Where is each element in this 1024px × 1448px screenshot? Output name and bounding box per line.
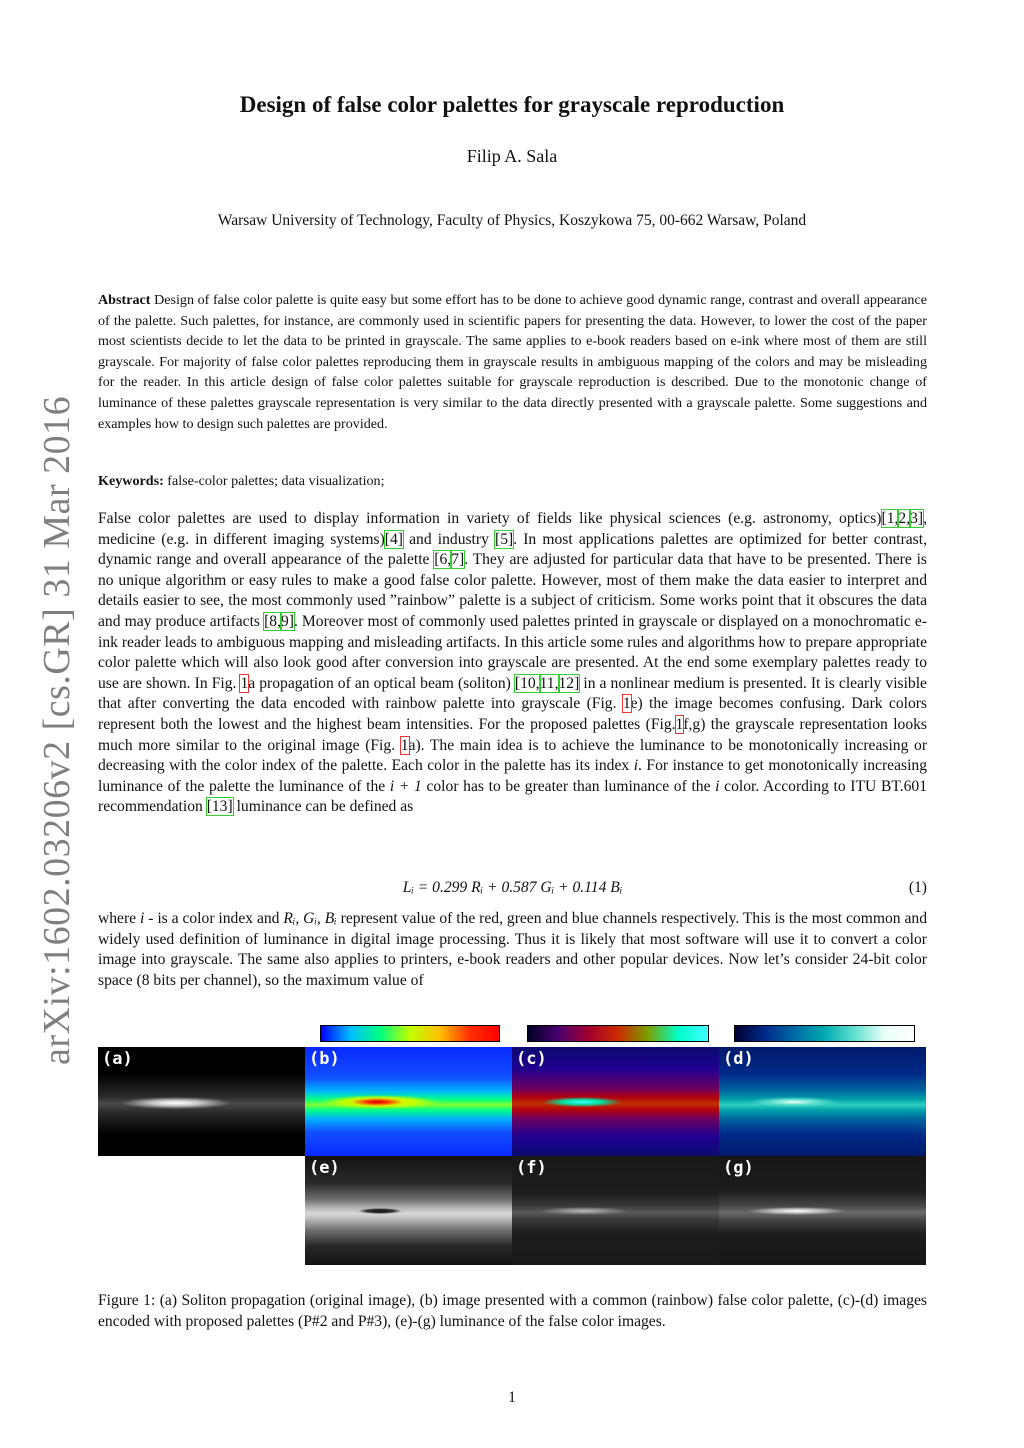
citation-link[interactable]: [6,: [434, 551, 452, 569]
colorbar-palette-p3: [734, 1025, 915, 1042]
text-run: color has to be greater than luminance of the: [421, 777, 716, 795]
keywords-text: false-color palettes; data visualization;: [167, 473, 385, 489]
citation-link[interactable]: [10,: [514, 674, 540, 692]
figure-link[interactable]: 1: [240, 674, 249, 692]
math-expr: i + 1: [389, 777, 422, 795]
panel-label: (g): [723, 1158, 754, 1178]
citation-link[interactable]: 2,: [898, 510, 911, 527]
citation-link[interactable]: 9]: [280, 612, 294, 630]
equation-body: Lᵢ = 0.299 Rᵢ + 0.587 Gᵢ + 0.114 Bᵢ: [402, 879, 623, 896]
citation-link[interactable]: [13]: [206, 798, 233, 816]
colorbar-rainbow: [320, 1025, 500, 1042]
citation-link[interactable]: [4]: [384, 530, 403, 548]
math-var: i: [715, 777, 720, 795]
citation-link[interactable]: [8,: [264, 612, 281, 630]
panel-label: (c): [516, 1049, 547, 1069]
panel-label: (a): [102, 1049, 133, 1069]
figure-panel-d: [719, 1047, 926, 1156]
text-run: and industry: [402, 530, 496, 548]
citation-link[interactable]: 7]: [451, 551, 465, 569]
page-number: 1: [508, 1389, 516, 1406]
equation-1: [98, 879, 927, 901]
text-run: color. According to ITU BT.601 recommendation: [98, 777, 927, 816]
colorbar-palette-p2: [527, 1025, 709, 1042]
citation-link[interactable]: 12]: [558, 674, 580, 692]
keywords: [98, 471, 927, 492]
text-run: . They are adjusted for particular data that have to be presented. There is no unique algorithm or easy rules to make a good false color palette. However, most of them make the data easier to interpret and details easier to see, the most commonly used ”rainbow” palette is a subject of criticism. Some works point that it obscures the data and may produce artifacts: [98, 551, 928, 630]
figure-panel-e: [305, 1156, 512, 1265]
arxiv-stamp: arXiv:1602.03206v2 [cs.GR] 31 Mar 2016: [36, 395, 78, 1065]
figure-link[interactable]: 1: [675, 715, 684, 733]
text-run: represent value of the red, green and blue channels respectively. This is the most common and widely used definition of luminance in digital image processing. Thus it is likely that most software will use it to convert a color image into grayscale. The same also applies to printers, e-book readers and other popular devices. Now let’s consider 24-bit color space (8 bits per channel), so the maximum value of: [98, 910, 927, 989]
figure-caption: Figure 1: (a) Soliton propagation (original image), (b) image presented with a common (rainbow) false color palette, (c)-(d) images encoded with proposed palettes (P#2 and P#3), (e)-(g) luminance of the false color images.: [98, 1292, 927, 1330]
text-run: in a nonlinear medium is presented. It is clearly visible that after converting the data encoded with rainbow palette into grayscale (Fig.: [98, 674, 927, 713]
math-var: Rᵢ, Gᵢ, Bᵢ: [283, 910, 337, 927]
body-paragraph-1: [98, 509, 927, 818]
panel-label: (d): [723, 1049, 754, 1069]
citation-link[interactable]: [1,: [881, 510, 899, 527]
keywords-label: Keywords:: [98, 473, 164, 489]
text-run: luminance can be defined as: [232, 798, 414, 816]
figure-link[interactable]: 1: [400, 736, 409, 754]
citation-link[interactable]: 3]: [910, 510, 924, 527]
text-run: . In most applications palettes are optimized for better contrast, dynamic range and overall appearance of the palette: [98, 530, 927, 569]
abstract-text: Design of false color palette is quite easy but some effort has to be done to achieve good dynamic range, contrast and overall appearance of the palette. Such palettes, for instance, are commonly used in scientific papers for presenting the data. However, to lower the cost of the paper most scientists decide to let the data to be printed in grayscale. The same applies to e-book readers based on e-ink where most of them are still grayscale. For majority of false color palettes reproducing them in grayscale results in ambiguous mapping of the colors and may be misleading for the reader. In this article design of false color palettes suitable for grayscale reproduction is described. Due to the monotonic change of luminance of these palettes grayscale representation is very similar to the data directly presented with a grayscale palette. Some suggestions and examples how to design such palettes are provided.: [98, 292, 927, 432]
figure-panel-c: [512, 1047, 719, 1156]
text-run: f,g) the grayscale representation looks much more similar to the original image (Fig.: [98, 715, 927, 754]
abstract-label: Abstract: [98, 292, 151, 308]
text-run: False color palettes are used to display information in variety of fields like physical sciences (e.g. astronomy, optics): [98, 510, 882, 527]
citation-link[interactable]: [5]: [495, 530, 514, 548]
text-run: where: [98, 910, 140, 927]
figure-panel-f: [512, 1156, 719, 1265]
paper-title: Design of false color palettes for grayscale reproduction: [239, 92, 785, 117]
panel-label: (e): [309, 1158, 340, 1178]
text-run: a propagation of an optical beam (soliton): [248, 674, 515, 692]
text-run: a). The main idea is to achieve the luminance to be monotonically increasing or decreasing with the color index of the palette. Each color in the palette has its index: [98, 736, 928, 775]
panel-label: (b): [309, 1049, 340, 1069]
text-run: e) the image becomes confusing. Dark colors represent both the lowest and the highest beam intensities. For the proposed palettes (Fig.: [98, 695, 928, 733]
affiliation: Warsaw University of Technology, Faculty of Physics, Koszykowa 75, 00-662 Warsaw, Poland: [217, 212, 807, 229]
body-paragraph-2: [98, 909, 927, 991]
text-run: . For instance to get monotonically increasing luminance of the palette the luminance of the: [98, 757, 928, 795]
author: Filip A. Sala: [466, 146, 558, 166]
figure-link[interactable]: 1: [622, 695, 631, 713]
abstract: [98, 290, 927, 434]
figure-panel-g: [719, 1156, 926, 1265]
equation-number: (1): [908, 879, 927, 896]
math-var: i: [633, 757, 639, 775]
citation-link[interactable]: 11,: [539, 674, 559, 692]
text-run: , medicine (e.g. in different imaging systems): [98, 510, 927, 548]
panel-label: (f): [516, 1158, 547, 1178]
text-run: . Moreover most of commonly used palettes printed in grayscale or displayed on a monochromatic e-ink reader leads to ambiguous mapping and misleading artifacts. In this article some rules and algorithms how to prepare appropriate color palette which will also look good after conversion into grayscale are presented. At the end some exemplary palettes ready to use are shown. In Fig.: [98, 612, 927, 692]
text-run: - is a color index and: [144, 910, 284, 927]
math-var: i: [140, 910, 145, 927]
figure-panel-b: [305, 1047, 512, 1156]
figure-panel-a: [98, 1047, 305, 1156]
